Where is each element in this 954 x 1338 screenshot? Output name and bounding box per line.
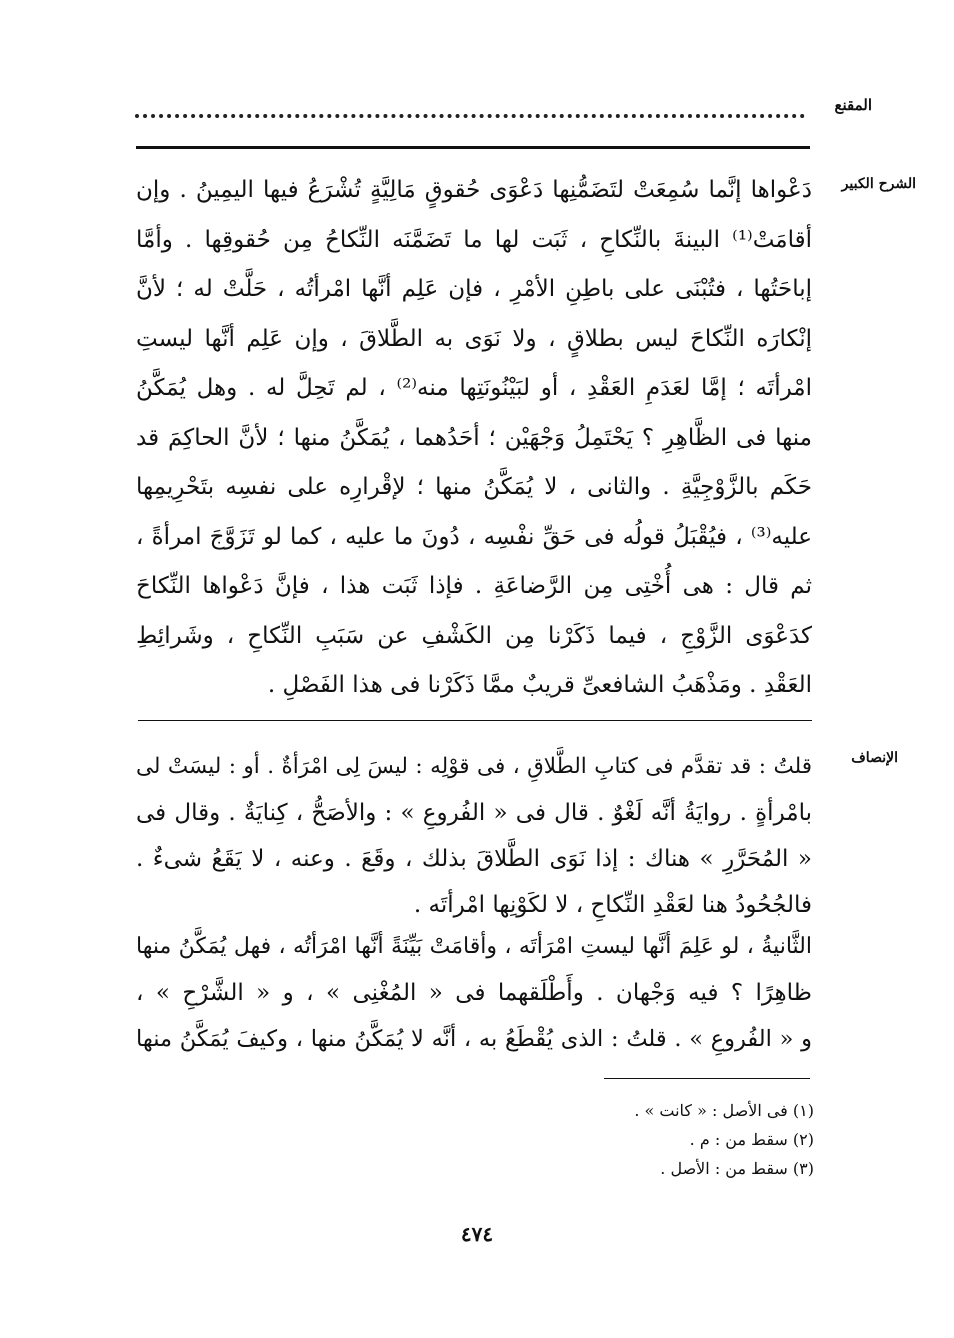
text-line: ثم قال : هى أُخْتِى مِن الرَّضاعَةِ . فإذا ثَبَت هذا ، فإنَّ دَعْواها النِّكاحَ <box>136 573 812 599</box>
text-line: بامْرأةٍ . روايَةُ أنَّه لَغْوٌ . قال فى « الفُروعِ » : والأصَحُّ ، كِنايَةٌ . وقال فى <box>136 800 812 826</box>
insaf-paragraph-1 <box>136 744 812 928</box>
text-line: أقامَتْ⁽¹⁾ البينةَ بالنِّكاحِ ، ثَبَت لها ما تَضَمَّنَه النِّكاحُ مِن حُقوقِها . وأمَّا <box>136 226 812 253</box>
text-line: دَعْواها إنَّما سُمِعَتْ لتَضَمُّنِها دَعْوَى حُقوقٍ مَالِيَّةٍ تُشْرَعُ فيها اليمِينُ . وإن <box>136 177 812 203</box>
text-line: العَقْدِ . ومَذْهَبُ الشافعىِّ قريبٌ ممَّا ذَكَرْنا فى هذا الفَصْلِ . <box>267 672 812 698</box>
text-line: الثَّانيةُ ، لو عَلِمَ أنَّها ليستِ امْرَأتَه ، وأقامَتْ بَيِّنَةً أنَّها امْرَأتُه ، فهل يُمَكَّنُ منها <box>136 934 812 959</box>
section-divider <box>138 720 812 721</box>
header-rule <box>136 146 810 149</box>
footnote: (٣) سقط من : الأصل . <box>660 1159 814 1178</box>
text-line: إنْكارَه النِّكاحَ ليس بطلاقٍ ، ولا نَوَى به الطَّلاقَ ، وإن عَلِم أنَّها ليستِ <box>136 325 812 352</box>
text-line: كدَعْوَى الزَّوْجِ ، فيما ذَكَرْنا مِن الكَشْفِ عن سَبَبِ النِّكاحِ ، وشَرائِطِ <box>136 622 812 649</box>
text-line: فالجُحُودُ هنا لعَقْدِ النِّكاحِ ، لا لكَوْنِها امْرأتَه . <box>413 892 812 918</box>
footnote-rule <box>604 1078 810 1079</box>
text-line: ظاهِرًا ؟ فيه وَجْهان . وأَطْلَقهما فى « المُغْنِى » ، و « الشَّرْحِ » ، <box>136 980 812 1006</box>
text-line: و « الفُروعِ » . قلتُ : الذى يُقْطَعُ به ، أنَّه لا يُمَكَّنُ منها ، وكيفَ يُمَكَّنُ منها <box>136 1026 812 1052</box>
side-label-sharh: الشرح الكبير <box>841 176 916 192</box>
side-label-insaf: الإنصاف <box>851 750 898 766</box>
text-line: « المُحَرَّرِ » هناك : إذا نَوَى الطَّلاقَ بذلك ، وقَعَ . وعنه ، لا يَقَعُ شىءٌ . <box>136 846 812 872</box>
text-line: قلتُ : قد تقدَّم فى كتابِ الطَّلاقِ ، فى قوْلِه : ليسَ لِى امْرَأةٌ . أو : ليسَتْ لى <box>136 754 812 779</box>
text-line: امْرأتَه ؛ إمَّا لعَدَمِ العَقْدِ ، أو لبَيْنُونَتِها منه⁽²⁾ ، لم تَحِلَّ له . وهل يُمَكَّنُ <box>136 375 812 401</box>
text-line: حَكَم بالزَّوْجِيَّةِ . والثانى ، لا يُمَكَّنُ منها ؛ لإقْرارِه على نفسِه بتَحْرِيمِها <box>136 474 812 500</box>
footnotes <box>600 1096 814 1183</box>
text-line: إباحَتُها ، فتُبْنَى على باطِنِ الأمْرِ ، فإن عَلِم أنَّها امْرأتُه ، حَلَّتْ له ؛ لأنَّ <box>136 276 812 302</box>
footnote: (٢) سقط من : م . <box>689 1130 814 1149</box>
footnote: (١) فى الأصل : « كانت » . <box>634 1101 814 1120</box>
text-line: عليه⁽³⁾ ، فيُقْبَلُ قولُه فى حَقِّ نفْسِه ، دُونَ ما عليه ، كما لو تَزَوَّجَ امرأةً ، <box>136 523 812 550</box>
page-number: ٤٧٤ <box>460 1222 494 1246</box>
header-dotted-leader <box>135 110 805 118</box>
running-header-title: المقنع <box>834 96 872 114</box>
insaf-paragraph-2 <box>136 924 812 1062</box>
text-line: منها فى الظَّاهِرِ ؟ يَحْتَمِلُ وَجْهَيْن ؛ أحَدُهما ، يُمَكَّنُ منها ؛ لأنَّ الحاكِمَ قد <box>136 424 812 451</box>
sharh-paragraph <box>136 166 812 711</box>
